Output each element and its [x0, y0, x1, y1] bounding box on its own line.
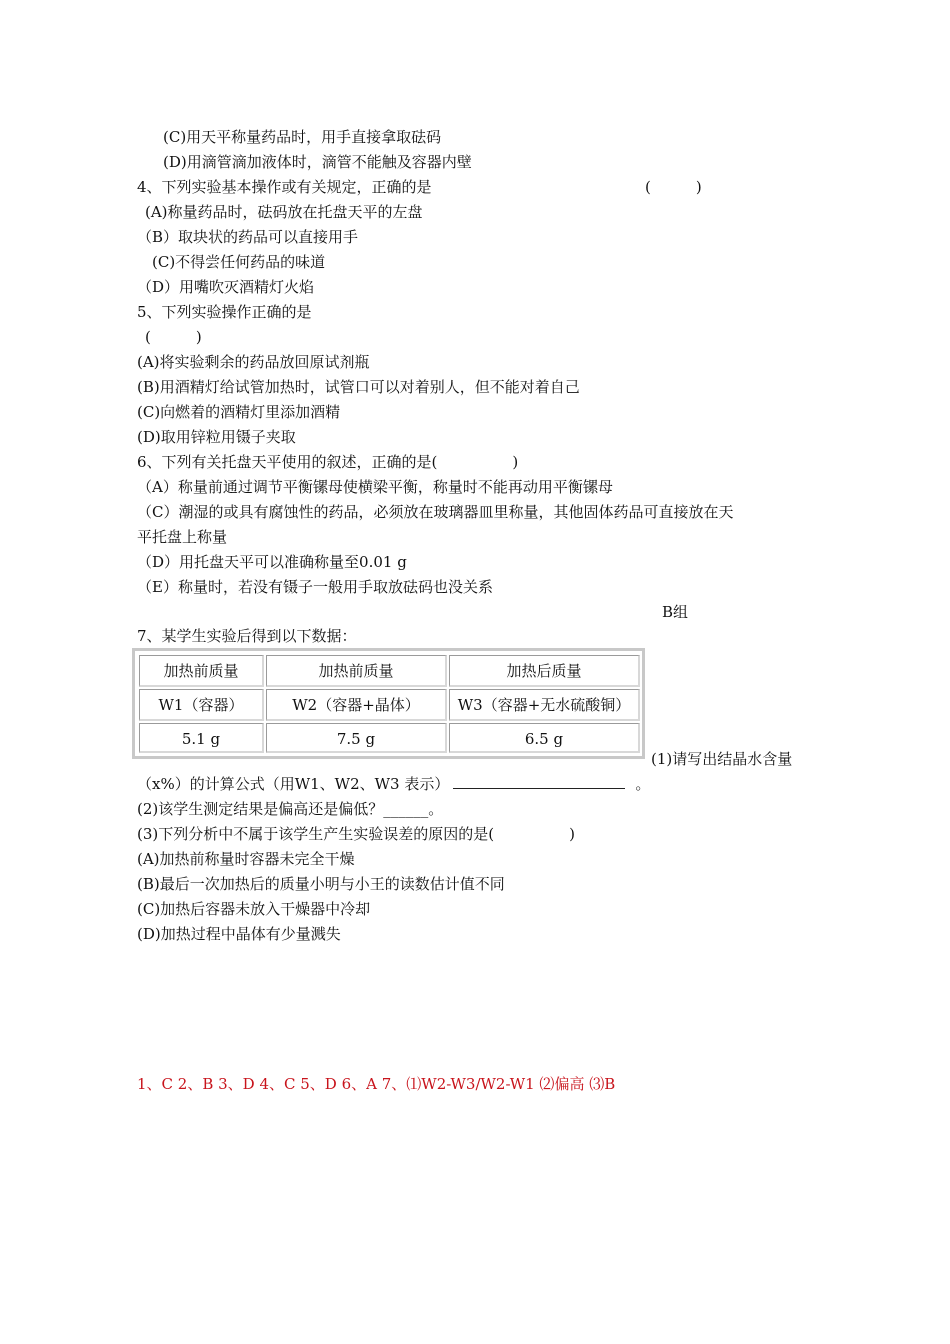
table-cell: W1（容器） — [139, 689, 264, 721]
q7-option-b: (B)最后一次加热后的质量小明与小王的读数估计值不同 — [137, 875, 505, 893]
table-cell: 7.5 g — [266, 723, 447, 753]
table-cell: W3（容器+无水硫酸铜） — [449, 689, 640, 721]
q4-option-d: （D）用嘴吹灭酒精灯火焰 — [137, 278, 315, 296]
data-table — [132, 648, 645, 759]
q7-sub2: (2)该学生测定结果是偏高还是偏低？______。 — [137, 800, 444, 818]
q7-sub1-formula-line — [137, 774, 650, 794]
q7-option-c: (C)加热后容器未放入干燥器中冷却 — [137, 900, 371, 918]
formula-answer-blank — [453, 774, 625, 789]
q5-stem: 5、下列实验操作正确的是 — [137, 303, 312, 321]
q6-stem: 6、下列有关托盘天平使用的叙述，正确的是( ) — [137, 453, 519, 471]
table-header-cell: 加热前质量 — [139, 655, 264, 687]
table-header-cell: 加热前质量 — [266, 655, 447, 687]
q7-option-d: (D)加热过程中晶体有少量溅失 — [137, 925, 341, 943]
q5-option-b: (B)用酒精灯给试管加热时，试管口可以对着别人，但不能对着自己 — [137, 378, 580, 396]
q4-option-b: （B）取块状的药品可以直接用手 — [137, 228, 359, 246]
table-cell: 6.5 g — [449, 723, 640, 753]
table-cell: W2（容器+晶体） — [266, 689, 447, 721]
q7-sub1-end: 。 — [635, 775, 651, 793]
q4-stem: 4、下列实验基本操作或有关规定，正确的是 — [137, 178, 432, 196]
q6-option-a: （A）称量前通过调节平衡镙母使横梁平衡，称量时不能再动用平衡镙母 — [137, 478, 613, 496]
q6-option-d: （D）用托盘天平可以准确称量至0.01 g — [137, 553, 407, 571]
table-header-cell: 加热后质量 — [449, 655, 640, 687]
q4-option-c: (C)不得尝任何药品的味道 — [152, 253, 326, 271]
q6-option-c-line2: 平托盘上称量 — [137, 528, 228, 546]
q5-option-c: (C)向燃着的酒精灯里添加酒精 — [137, 403, 341, 421]
q4-answer-paren: ( ) — [645, 178, 702, 196]
q4-option-a: (A)称量药品时，砝码放在托盘天平的左盘 — [145, 203, 423, 221]
q7-option-a: (A)加热前称量时容器未完全干燥 — [137, 850, 355, 868]
answer-key: 1、C 2、B 3、D 4、C 5、D 6、A 7、⑴W2-W3/W2-W1 ⑵偏高 ⑶B — [137, 1075, 616, 1093]
q7-sub1-start: (1)请写出结晶水含量 — [651, 750, 793, 768]
q6-option-c-line1: （C）潮湿的或具有腐蚀性的药品，必须放在玻璃器皿里称量，其他固体药品可直接放在天 — [137, 503, 734, 521]
q7-stem: 7、某学生实验后得到以下数据： — [137, 627, 357, 645]
q5-option-a: (A)将实验剩余的药品放回原试剂瓶 — [137, 353, 370, 371]
q3-option-c: (C)用天平称量药品时，用手直接拿取砝码 — [163, 128, 442, 146]
q5-option-d: (D)取用锌粒用镊子夹取 — [137, 428, 296, 446]
q3-option-d: (D)用滴管滴加液体时，滴管不能触及容器内壁 — [163, 153, 472, 171]
q7-sub3: (3)下列分析中不属于该学生产生实验误差的原因的是( ) — [137, 825, 575, 843]
q6-option-e: （E）称量时，若没有镊子一般用手取放砝码也没关系 — [137, 578, 493, 596]
group-b-heading: B组 — [662, 603, 689, 621]
q7-sub1-text: （x%）的计算公式（用W1、W2、W3 表示） — [137, 775, 450, 793]
table-cell: 5.1 g — [139, 723, 264, 753]
q5-answer-paren: ( ) — [145, 328, 202, 346]
